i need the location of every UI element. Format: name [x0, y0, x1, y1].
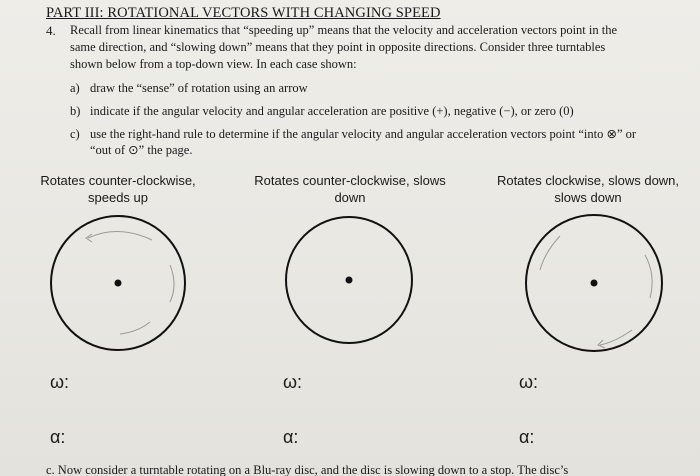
case-3-title: Rotates clockwise, slows down, slows down [496, 173, 680, 205]
omega-label-1: ω: [50, 372, 70, 392]
question-text: Recall from linear kinematics that “speeding up” means that the velocity and acceleration vectors point in the same direction, and “slowing down” means that they point in opposite directions. Consider three turntables shown below from a top-down view. In each case shown: [70, 23, 618, 71]
omega-label-2: ω: [283, 372, 303, 392]
alpha-label-3: α: [519, 427, 535, 447]
instruction-label: b) [70, 104, 81, 118]
alpha-label-2: α: [283, 427, 299, 447]
instruction-label: a) [70, 81, 80, 95]
turntable-2 [286, 217, 412, 343]
case-1-title: Rotates counter-clockwise, speeds up [40, 173, 196, 205]
turntable-1 [51, 216, 185, 350]
instruction-text: indicate if the angular velocity and angular acceleration are positive (+), negative (−), or zero (0) [90, 104, 574, 118]
alpha-label-1: α: [50, 427, 66, 447]
turntable-3 [526, 215, 662, 351]
instruction-text: draw the “sense” of rotation using an arrow [90, 81, 308, 95]
section-heading: PART III: ROTATIONAL VECTORS WITH CHANGING SPEED [46, 5, 441, 21]
faint-pencil-arrow [540, 236, 652, 348]
instruction-label: c) [70, 127, 80, 141]
instruction-text: use the right-hand rule to determine if the angular velocity and angular acceleration vectors point “into ⊗” or “out of ⊙” the page. [90, 127, 637, 157]
faint-pencil-arrow [86, 231, 174, 334]
question-number: 4. [46, 23, 56, 38]
case-2-title: Rotates counter-clockwise, slows down [254, 173, 446, 205]
next-question-cutoff-text: c. Now consider a turntable rotating on a Blu-ray disc, and the disc is slowing down to a stop. The disc’s [46, 463, 569, 476]
omega-label-3: ω: [519, 372, 539, 392]
